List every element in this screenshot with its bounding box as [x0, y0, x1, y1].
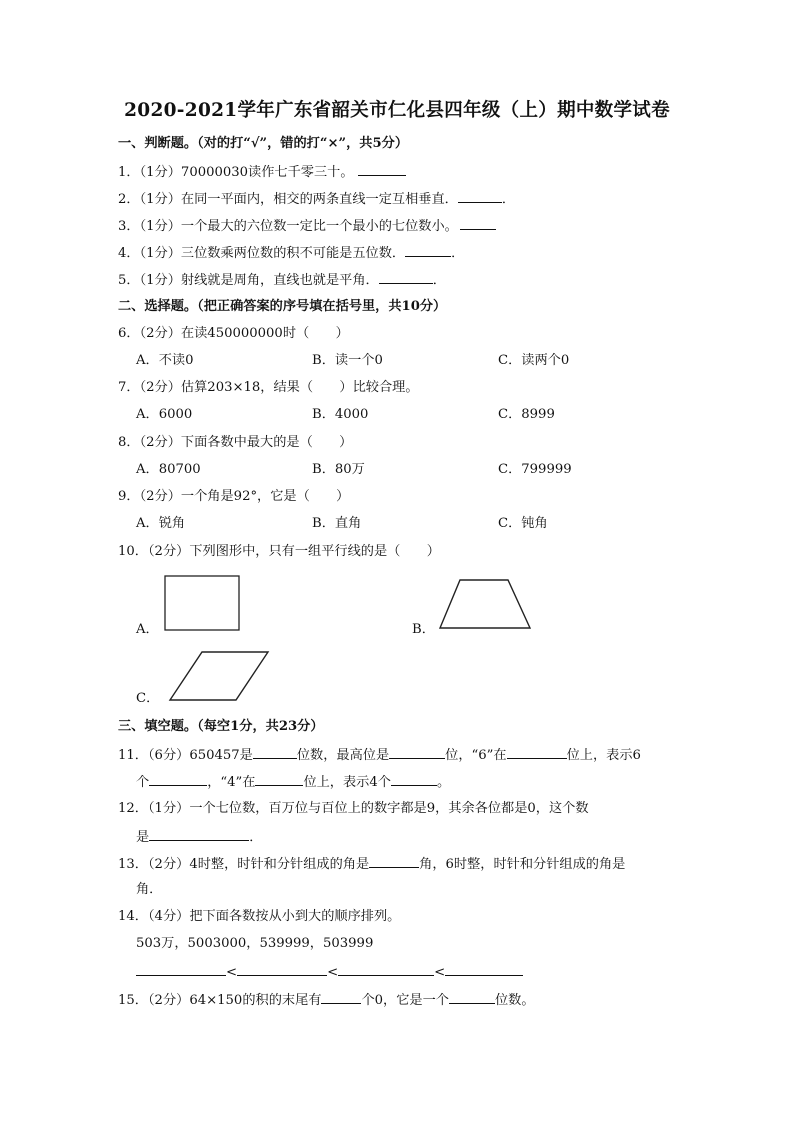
question-13-text: 角，6时整，时针和分针组成的角是 — [419, 857, 626, 872]
question-14-order-line — [136, 962, 523, 982]
question-10-option-a[interactable]: A． — [136, 622, 159, 637]
question-7-option-a[interactable]: A．6000 — [136, 407, 193, 422]
question-12-line-1: 12．（1分）一个七位数，百万位与百位上的数字都是9，其余各位都是0，这个数 — [118, 801, 589, 816]
question-15 — [118, 990, 535, 1010]
question-5 — [118, 270, 446, 290]
question-2-text: 2．（1分）在同一平面内，相交的两条直线一定互相垂直． — [118, 192, 458, 207]
question-14: 14．（4分）把下面各数按从小到大的顺序排列。 — [118, 909, 401, 924]
answer-blank[interactable] — [369, 854, 419, 868]
question-8-option-b[interactable]: B．80万 — [312, 462, 365, 477]
section-1-heading: 一、判断题。（对的打“√”，错的打“×”，共5分） — [118, 136, 409, 151]
question-11-line-1 — [118, 745, 641, 765]
answer-blank[interactable] — [255, 772, 303, 786]
section-2-heading: 二、选择题。（把正确答案的序号填在括号里，共10分） — [118, 299, 447, 314]
question-15-text: 位数。 — [494, 993, 535, 1008]
question-14-numbers: 503万，5003000，539999，503999 — [136, 936, 374, 951]
section-3-heading: 三、填空题。（每空1分，共23分） — [118, 719, 324, 734]
question-4 — [118, 243, 464, 263]
question-10-option-b[interactable]: B． — [412, 622, 435, 637]
question-7: 7．（2分）估算203×18，结果（ ）比较合理。 — [118, 380, 419, 395]
answer-blank[interactable] — [253, 745, 297, 759]
answer-blank[interactable] — [149, 827, 249, 841]
parallelogram-figure — [164, 648, 274, 704]
question-11-text: 位上，表示6 — [566, 748, 641, 763]
question-end-mark: ． — [501, 192, 516, 207]
less-than-sign: < — [226, 965, 238, 980]
question-1-text: 1．（1分）70000030读作七千零三十。 — [118, 165, 354, 180]
question-12-line-2 — [136, 827, 262, 847]
question-11-text: 个 — [136, 775, 150, 790]
question-8-option-c[interactable]: C．799999 — [498, 462, 572, 477]
answer-blank[interactable] — [379, 270, 433, 284]
answer-blank[interactable] — [405, 243, 451, 257]
less-than-sign: < — [327, 965, 339, 980]
exam-title: 2020-2021学年广东省韶关市仁化县四年级（上）期中数学试卷 — [124, 100, 670, 121]
question-12-text: 是 — [136, 830, 150, 845]
answer-blank[interactable] — [237, 962, 327, 976]
answer-blank[interactable] — [149, 772, 207, 786]
answer-blank[interactable] — [321, 990, 361, 1004]
less-than-sign: < — [434, 965, 446, 980]
question-11-text: 位上，表示4个 — [303, 775, 391, 790]
question-6-option-a[interactable]: A．不读0 — [136, 353, 194, 368]
question-3 — [118, 216, 496, 236]
answer-blank[interactable] — [389, 745, 445, 759]
answer-blank[interactable] — [449, 990, 495, 1004]
trapezoid-figure — [436, 576, 536, 634]
question-9-option-b[interactable]: B．直角 — [312, 516, 362, 531]
question-13-line-2: 角． — [136, 882, 163, 897]
question-15-text: 15．（2分）64×150的积的末尾有 — [118, 993, 322, 1008]
question-8: 8．（2分）下面各数中最大的是（ ） — [118, 435, 353, 450]
question-13-text: 13．（2分）4时整，时针和分针组成的角是 — [118, 857, 370, 872]
question-end-mark: ． — [451, 246, 465, 261]
question-11-text: ，“4”在 — [207, 775, 256, 790]
answer-blank[interactable] — [445, 962, 523, 976]
answer-blank[interactable] — [136, 962, 226, 976]
question-11-text: 11．（6分）650457是 — [118, 748, 253, 763]
answer-blank[interactable] — [458, 189, 502, 203]
question-end-mark: ． — [432, 273, 446, 288]
question-4-text: 4．（1分）三位数乘两位数的积不可能是五位数． — [118, 246, 406, 261]
question-end-mark: ． — [249, 830, 263, 845]
question-11-text: 位，“6”在 — [445, 748, 507, 763]
question-6-option-b[interactable]: B．读一个0 — [312, 353, 383, 368]
question-13-line-1 — [118, 854, 625, 874]
question-15-text: 个0，它是一个 — [361, 993, 449, 1008]
question-1 — [118, 162, 406, 182]
question-7-option-b[interactable]: B．4000 — [312, 407, 369, 422]
question-10: 10．（2分）下列图形中，只有一组平行线的是（ ） — [118, 544, 440, 559]
question-9: 9．（2分）一个角是92°，它是（ ） — [118, 489, 350, 504]
question-11-line-2 — [136, 772, 450, 792]
question-2 — [118, 189, 515, 209]
answer-blank[interactable] — [460, 216, 496, 230]
question-11-text: 位数，最高位是 — [296, 748, 390, 763]
question-9-option-c[interactable]: C．钝角 — [498, 516, 548, 531]
answer-blank[interactable] — [358, 162, 406, 176]
answer-blank[interactable] — [507, 745, 567, 759]
rectangle-figure — [160, 573, 244, 633]
answer-blank[interactable] — [338, 962, 434, 976]
question-7-option-c[interactable]: C．8999 — [498, 407, 555, 422]
question-9-option-a[interactable]: A．锐角 — [136, 516, 186, 531]
question-6-option-c[interactable]: C．读两个0 — [498, 353, 570, 368]
question-10-option-c[interactable]: C． — [136, 691, 160, 706]
question-11-text: 。 — [436, 775, 451, 790]
answer-blank[interactable] — [391, 772, 437, 786]
question-3-text: 3．（1分）一个最大的六位数一定比一个最小的七位数小。 — [118, 219, 458, 234]
question-5-text: 5．（1分）射线就是周角，直线也就是平角． — [118, 273, 379, 288]
question-8-option-a[interactable]: A．80700 — [136, 462, 201, 477]
question-6: 6．（2分）在读450000000时（ ） — [118, 326, 349, 341]
